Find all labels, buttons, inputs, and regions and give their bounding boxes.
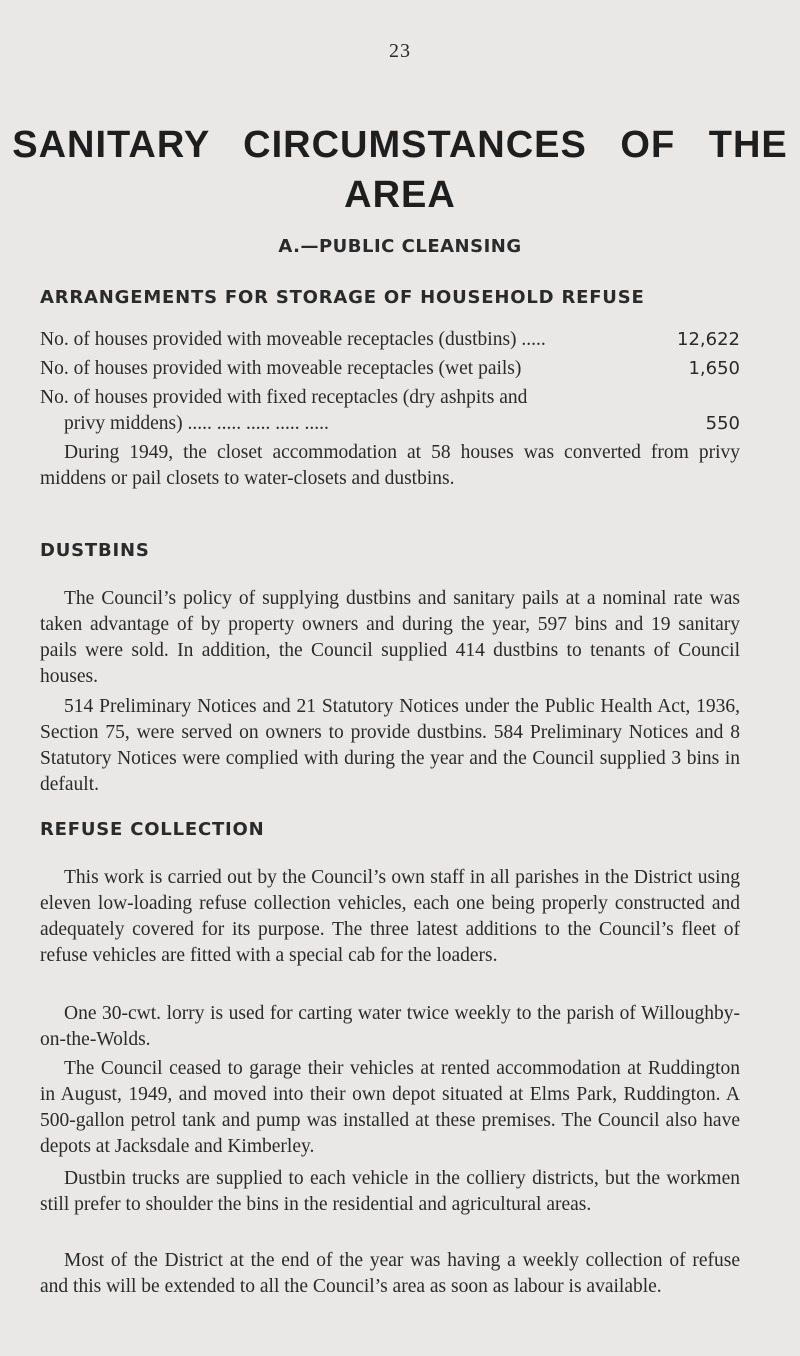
stat-row-fixed-receptacles bbox=[40, 385, 740, 437]
stat-row-wet-pails bbox=[40, 356, 740, 382]
refuse-paragraph: Dustbin trucks are supplied to each vehicle in the colliery districts, but the workmen still prefer to shoulder the bins in the residential and agricultural areas. bbox=[40, 1168, 740, 1215]
dustbins-paragraph: 514 Preliminary Notices and 21 Statutory Notices under the Public Health Act, 1936, Section 75, were served on owners to provide dustbins. 584 Preliminary Notices and 8 Statutory Notices were complied with during the year and the Council supplied 3 bins in default. bbox=[40, 696, 740, 795]
stat-value: 12,622 bbox=[677, 329, 740, 350]
heading-dustbins: DUSTBINS bbox=[40, 540, 150, 561]
stat-value: 550 bbox=[705, 413, 740, 434]
stat-label: No. of houses provided with moveable receptacles (wet pails) bbox=[40, 358, 522, 379]
section-heading-public-cleansing: A.—PUBLIC CLEANSING bbox=[278, 236, 522, 257]
refuse-paragraph: One 30-cwt. lorry is used for carting water twice weekly to the parish of Willoughby-on-the-Wolds. bbox=[40, 1003, 740, 1050]
stat-value: 1,650 bbox=[688, 358, 740, 379]
page-number: 23 bbox=[389, 40, 411, 62]
page-title-line-2: AREA bbox=[344, 174, 456, 216]
stat-label: No. of houses provided with fixed receptacles (dry ashpits and bbox=[40, 387, 528, 408]
stat-label: No. of houses provided with moveable receptacles (dustbins) ..... bbox=[40, 329, 546, 350]
refuse-paragraph: The Council ceased to garage their vehicles at rented accommodation at Ruddington in August, 1949, and moved into their own depot situated at Elms Park, Ruddington. A 500-gallon petrol tank and pump was installed at these premises. The Council also have depots at Jacksdale and Kimberley. bbox=[40, 1058, 740, 1157]
heading-refuse-collection: REFUSE COLLECTION bbox=[40, 819, 265, 840]
stat-row-dustbins bbox=[40, 327, 740, 353]
page-title-line-1: SANITARY CIRCUMSTANCES OF THE bbox=[12, 124, 788, 166]
refuse-paragraph: This work is carried out by the Council’s own staff in all parishes in the District using eleven low-loading refuse collection vehicles, each one being properly constructed and adequately covered for its purpose. The three latest additions to the Council’s fleet of refuse vehicles are fitted with a special cab for the loaders. bbox=[40, 867, 740, 966]
refuse-paragraph: Most of the District at the end of the year was having a weekly collection of refuse and this will be extended to all the Council’s area as soon as labour is available. bbox=[40, 1250, 740, 1297]
dustbins-paragraph: The Council’s policy of supplying dustbins and sanitary pails at a nominal rate was taken advantage of by property owners and during the year, 597 bins and 19 sanitary pails were sold. In addition, the Council supplied 414 dustbins to tenants of Council houses. bbox=[40, 588, 740, 687]
stat-label-continuation: privy middens) ..... ..... ..... ..... ..... bbox=[64, 413, 329, 434]
heading-arrangements-storage: ARRANGEMENTS FOR STORAGE OF HOUSEHOLD REFUSE bbox=[40, 287, 645, 308]
page-title bbox=[0, 120, 800, 220]
conversion-note: During 1949, the closet accommodation at 58 houses was converted from privy middens or pail closets to water-closets and dustbins. bbox=[40, 442, 740, 489]
